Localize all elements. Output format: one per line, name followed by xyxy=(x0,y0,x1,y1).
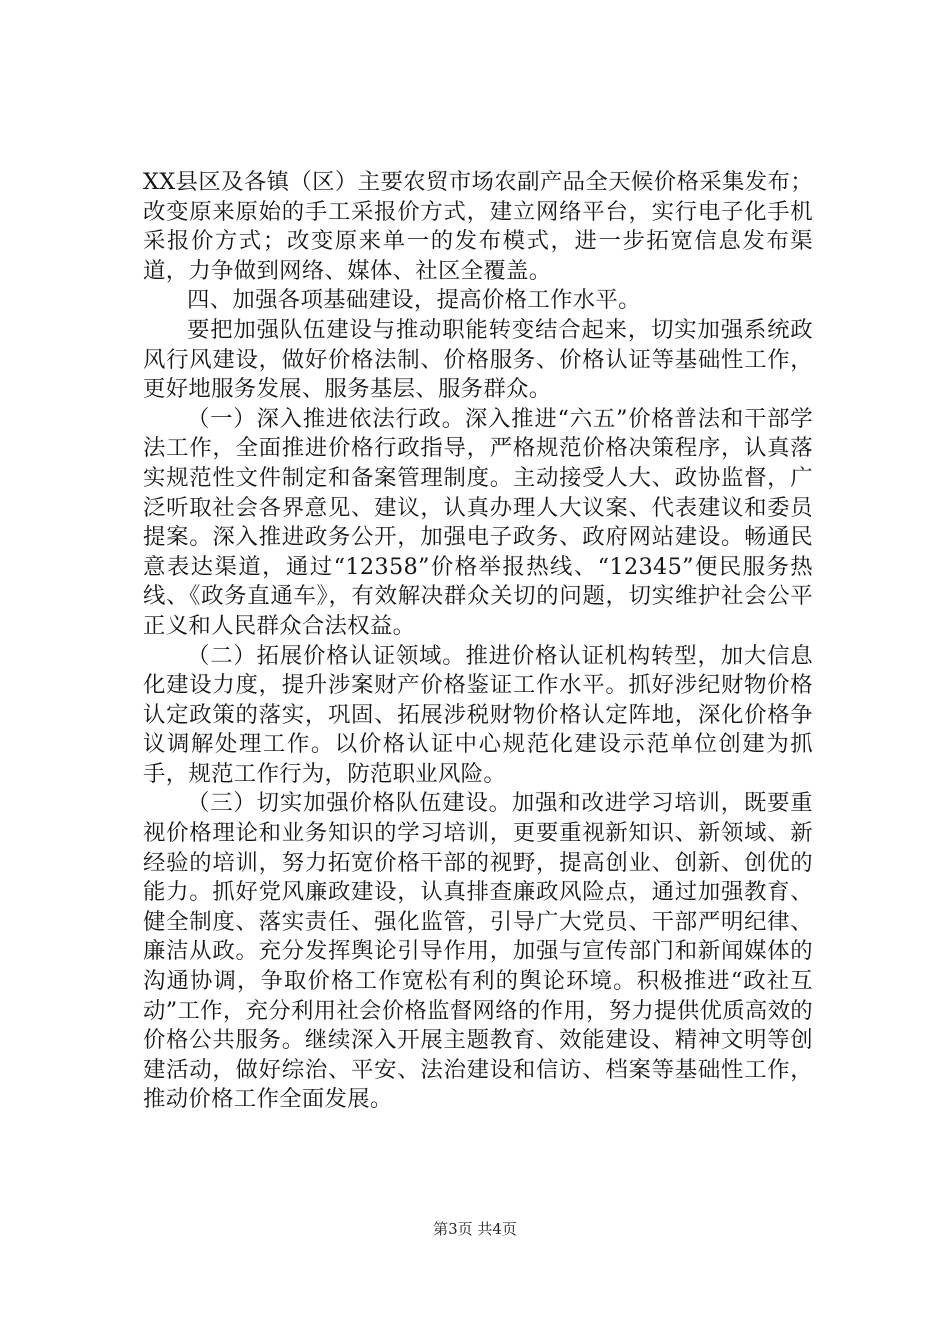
paragraph-continuation: XX县区及各镇（区）主要农贸市场农副产品全天候价格采集发布；改变原来原始的手工采报价方式，建立网络平台，实行电子化手机采报价方式；改变原来单一的发布模式，进一步拓宽信息发布渠道，力争做到网络、媒体、社区全覆盖。 xyxy=(143,169,813,284)
section-heading-four: 四、加强各项基础建设，提高价格工作水平。 xyxy=(187,287,641,314)
document-body xyxy=(143,168,813,1115)
paragraph-intro: 要把加强队伍建设与推动职能转变结合起来，切实加强系统政风行风建设，做好价格法制、价格服务、价格认证等基础性工作，更好地服务发展、服务基层、服务群众。 xyxy=(143,316,813,403)
paragraph-item-two: （二）拓展价格认证领域。推进价格认证机构转型，加大信息化建设力度，提升涉案财产价格鉴证工作水平。抓好涉纪财物价格认定政策的落实，巩固、拓展涉税财物价格认定阵地，深化价格争议调解处理工作。以价格认证中心规范化建设示范单位创建为抓手，规范工作行为，防范职业风险。 xyxy=(143,642,813,787)
paragraph-item-one: （一）深入推进依法行政。深入推进“六五”价格普法和干部学法工作，全面推进价格行政指导，严格规范价格决策程序，认真落实规范性文件制定和备案管理制度。主动接受人大、政协监督，广泛听取社会各界意见、建议，认真办理人大议案、代表建议和委员提案。深入推进政务公开，加强电子政务、政府网站建设。畅通民意表达渠道，通过“12358”价格举报热线、“12345”便民服务热线、《政务直通车》，有效解决群众关切的问题，切实维护社会公平正义和人民群众合法权益。 xyxy=(143,405,813,639)
paragraph-item-three: （三）切实加强价格队伍建设。加强和改进学习培训，既要重视价格理论和业务知识的学习培训，更要重视新知识、新领域、新经验的培训，努力拓宽价格干部的视野，提高创业、创新、创优的能力。抓好党风廉政建设，认真排查廉政风险点，通过加强教育、健全制度、落实责任、强化监管，引导广大党员、干部严明纪律、廉洁从政。充分发挥舆论引导作用，加强与宣传部门和新闻媒体的沟通协调，争取价格工作宽松有利的舆论环境。积极推进“政社互动”工作，充分利用社会价格监督网络的作用，努力提供优质高效的价格公共服务。继续深入开展主题教育、效能建设、精神文明等创建活动，做好综治、平安、法治建设和信访、档案等基础性工作，推动价格工作全面发展。 xyxy=(143,790,813,1113)
page-number-footer: 第3页 共4页 xyxy=(433,1220,517,1238)
